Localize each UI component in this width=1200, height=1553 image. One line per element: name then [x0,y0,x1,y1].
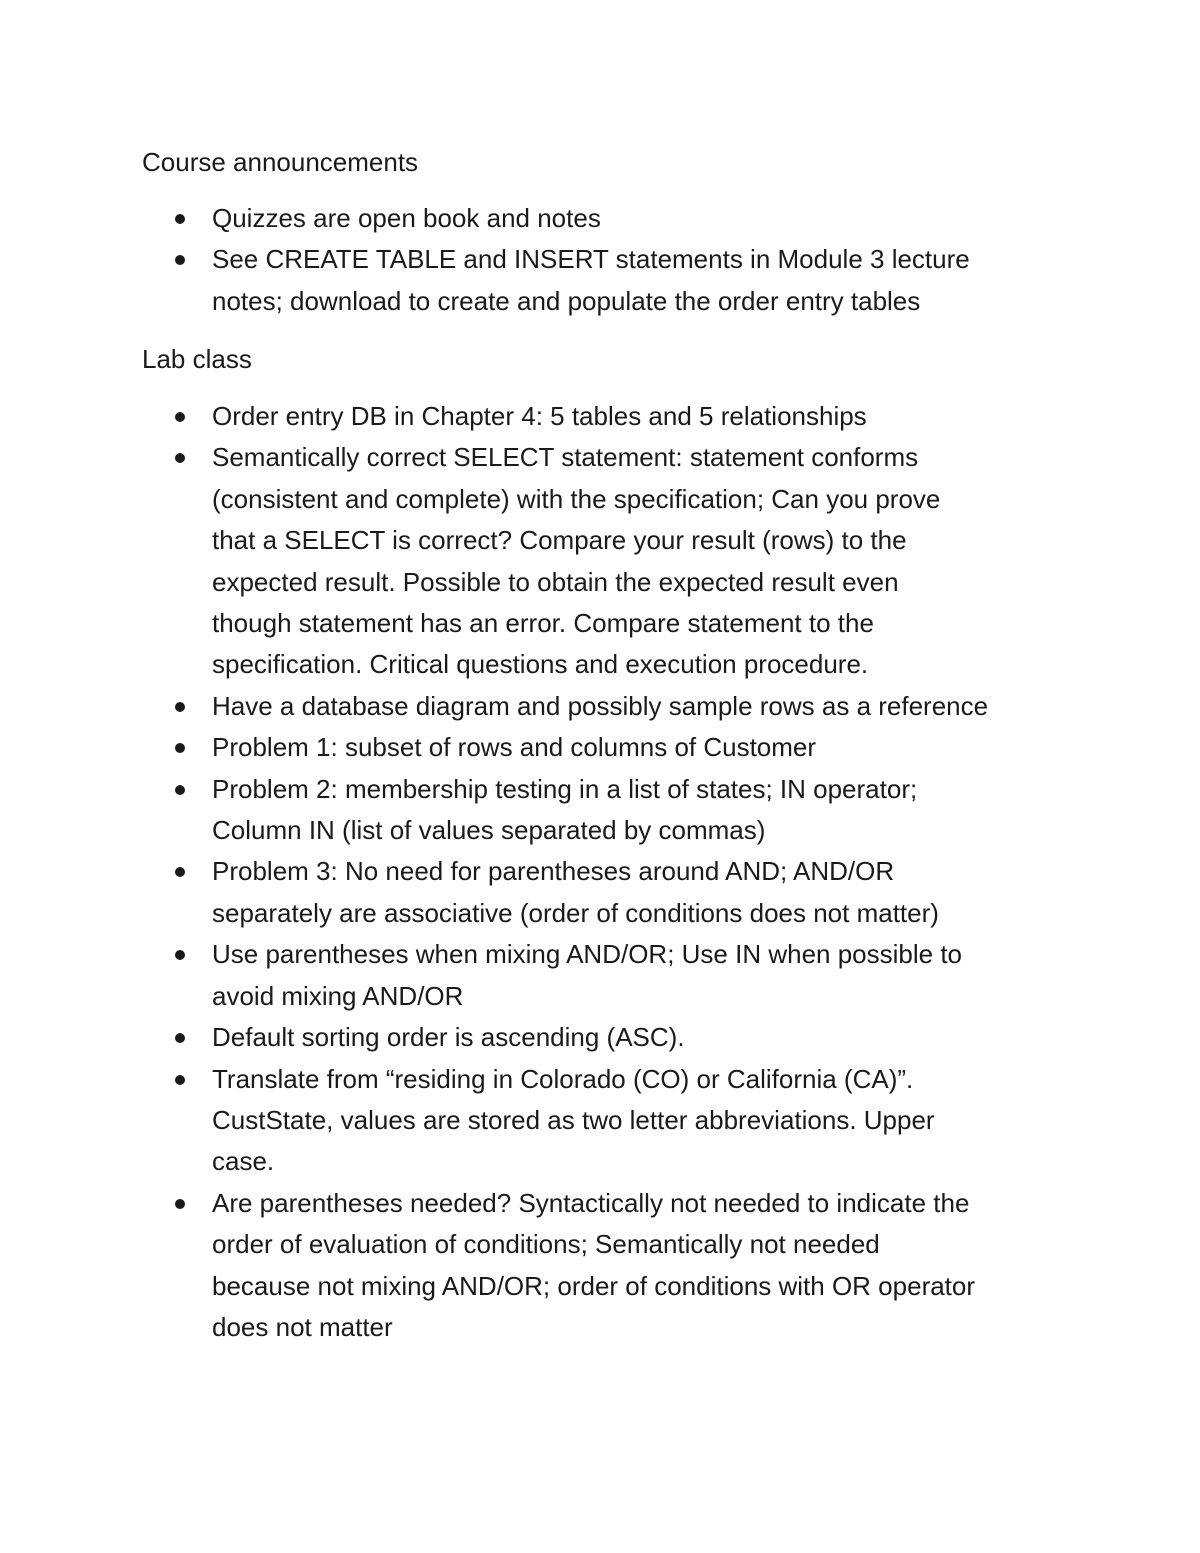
list-item [142,198,1062,239]
list-item-text: Use parentheses when mixing AND/OR; Use IN when possible to avoid mixing AND/OR [212,939,963,1011]
bullet-icon [175,950,185,960]
list-item-text: Have a database diagram and possibly sample rows as a reference [212,690,989,721]
list-item [142,686,1062,727]
list-item [142,396,1062,437]
list-item [142,1183,1062,1349]
list-item-text: Translate from “residing in Colorado (CO) or California (CA)”. CustState, values are stored as two letter abbreviations. Upper case. [212,1063,935,1177]
list-item [142,727,1062,768]
bullet-icon [175,1033,185,1043]
list-item [142,1059,1062,1183]
list-item [142,239,1062,322]
bullet-list [142,396,1062,1348]
bullet-list [142,198,1062,322]
bullet-icon [175,702,185,712]
list-item-text: Are parentheses needed? Syntactically not needed to indicate the order of evaluation of conditions; Semantically not needed because not mixing AND/OR; order of conditions with OR operator does not matter [212,1187,976,1342]
list-item-text: Default sorting order is ascending (ASC). [212,1022,685,1053]
list-item-text: Semantically correct SELECT statement: statement conforms (consistent and complete) with the specification; Can you prove that a SELECT is correct? Compare your result (rows) to the expected result. Possible to obtain the expected result even though statement has an error. Compare statement to the specification. Critical questions and execution procedure. [212,442,941,680]
bullet-icon [175,867,185,877]
section-heading: Course announcements [142,147,419,177]
bullet-icon [175,453,185,463]
list-item [142,437,1062,685]
list-item-text: Problem 3: No need for parentheses around AND; AND/OR separately are associative (order of conditions does not matter) [212,856,939,928]
section-heading: Lab class [142,344,252,374]
list-item [142,1017,1062,1058]
bullet-icon [175,743,185,753]
list-item [142,934,1062,1017]
list-item-text: Order entry DB in Chapter 4: 5 tables and 5 relationships [212,401,867,431]
bullet-icon [175,785,185,795]
bullet-icon [175,214,185,224]
list-item-text: Quizzes are open book and notes [212,203,601,233]
course-announcements-section [142,142,1062,322]
bullet-icon [175,255,185,265]
list-item [142,769,1062,852]
list-item-text: See CREATE TABLE and INSERT statements in Module 3 lecture notes; download to create and populate the order entry tables [212,244,970,316]
bullet-icon [175,1075,185,1085]
list-item-text: Problem 2: membership testing in a list of states; IN operator; Column IN (list of values separated by commas) [212,773,918,846]
bullet-icon [175,412,185,422]
list-item-text: Problem 1: subset of rows and columns of Customer [212,732,817,763]
lab-class-section [142,339,1062,1348]
list-item [142,851,1062,934]
bullet-icon [175,1199,185,1209]
